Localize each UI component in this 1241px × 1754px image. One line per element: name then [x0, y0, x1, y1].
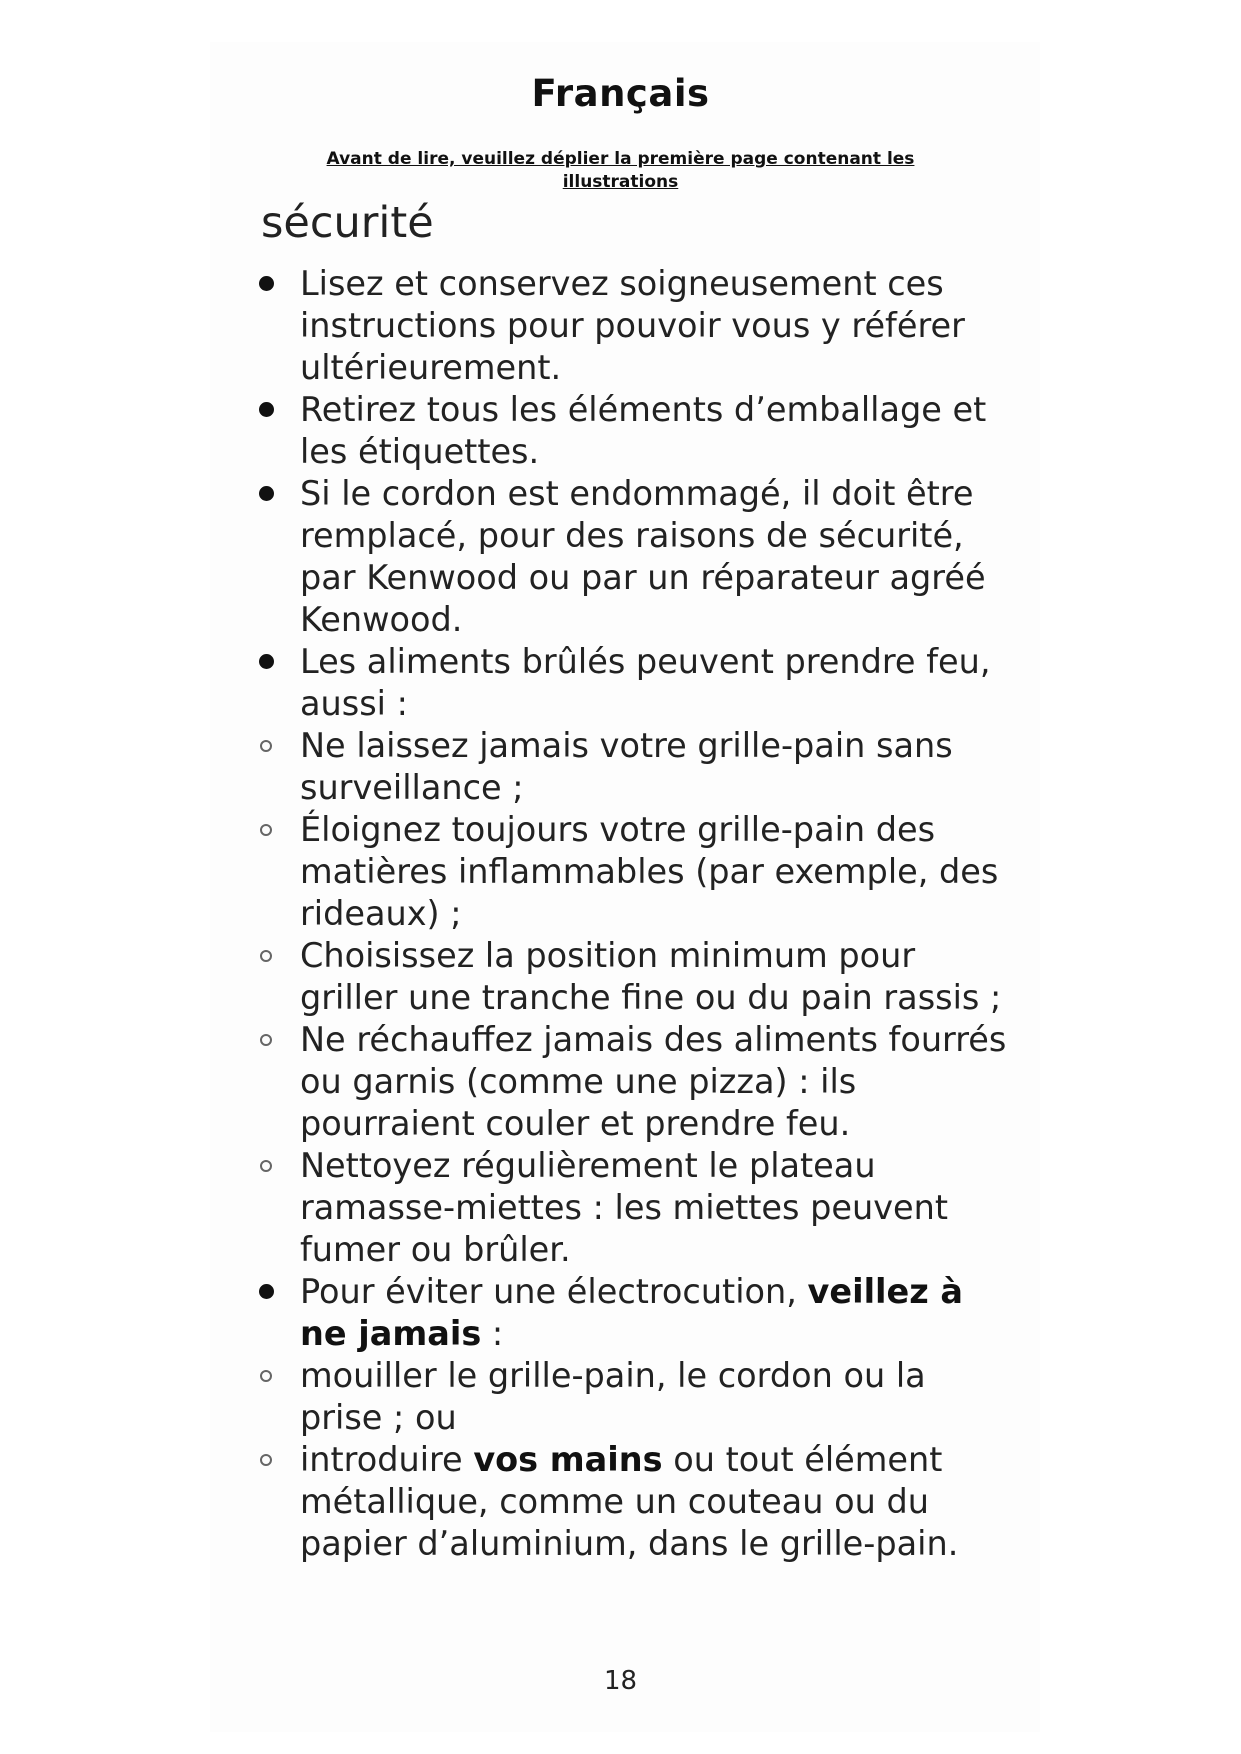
item-text: Les aliments brûlés peuvent prendre feu, aussi :	[300, 642, 991, 723]
bullet-icon	[259, 402, 274, 417]
item-emphasis: veillez à ne jamais	[300, 1272, 964, 1353]
item-text: Pour éviter une électrocution,	[300, 1272, 808, 1311]
item-text: :	[481, 1314, 504, 1353]
item-text: Éloignez toujours votre grille-pain des matières inflammables (par exemple, des rideaux) ;	[300, 810, 999, 933]
notice-line-1: Avant de lire, veuillez déplier la première page contenant les	[326, 149, 915, 169]
list-item	[258, 473, 1018, 641]
list-item	[258, 725, 1018, 809]
notice-line-2: illustrations	[562, 172, 679, 192]
circle-bullet-icon	[260, 1034, 272, 1046]
item-text: ou tout élément métallique, comme un couteau ou du papier d’aluminium, dans le grille-pain.	[300, 1440, 959, 1563]
item-text: Nettoyez régulièrement le plateau ramasse-miettes : les miettes peuvent fumer ou brûler.	[300, 1146, 948, 1269]
list-item	[258, 1355, 1018, 1439]
bullet-icon	[259, 486, 274, 501]
bullet-icon	[259, 654, 274, 669]
section-heading: sécurité	[261, 198, 434, 248]
page-number: 18	[603, 1666, 638, 1696]
page-title: Français	[531, 72, 710, 115]
list-item	[258, 1145, 1018, 1271]
list-item	[258, 641, 1018, 725]
list-item	[258, 1439, 1018, 1565]
circle-bullet-icon	[260, 1160, 272, 1172]
item-text: Choisissez la position minimum pour griller une tranche fine ou du pain rassis ;	[300, 936, 1002, 1017]
circle-bullet-icon	[260, 1370, 272, 1382]
item-emphasis: vos mains	[473, 1440, 663, 1479]
item-text: Ne laissez jamais votre grille-pain sans surveillance ;	[300, 726, 953, 807]
list-item	[258, 1271, 1018, 1355]
item-text: introduire	[300, 1440, 474, 1479]
list-item	[258, 1019, 1018, 1145]
list-item	[258, 935, 1018, 1019]
circle-bullet-icon	[260, 740, 272, 752]
list-item	[258, 263, 1018, 389]
item-text: Si le cordon est endommagé, il doit être remplacé, pour des raisons de sécurité, par Kenwood ou par un réparateur agréé Kenwood.	[300, 474, 986, 639]
list-item	[258, 389, 1018, 473]
item-text: Retirez tous les éléments d’emballage et les étiquettes.	[300, 390, 987, 471]
item-text: Ne réchauffez jamais des aliments fourrés ou garnis (comme une pizza) : ils pourraient couler et prendre feu.	[300, 1020, 1007, 1143]
safety-instructions-list	[258, 263, 1018, 1565]
item-text: Lisez et conservez soigneusement ces instructions pour pouvoir vous y référer ultérieurement.	[300, 264, 965, 387]
circle-bullet-icon	[260, 950, 272, 962]
item-text: mouiller le grille-pain, le cordon ou la prise ; ou	[300, 1356, 926, 1437]
fold-out-notice	[0, 148, 1241, 194]
bullet-icon	[259, 1284, 274, 1299]
circle-bullet-icon	[260, 824, 272, 836]
circle-bullet-icon	[260, 1454, 272, 1466]
bullet-icon	[259, 276, 274, 291]
list-item	[258, 809, 1018, 935]
